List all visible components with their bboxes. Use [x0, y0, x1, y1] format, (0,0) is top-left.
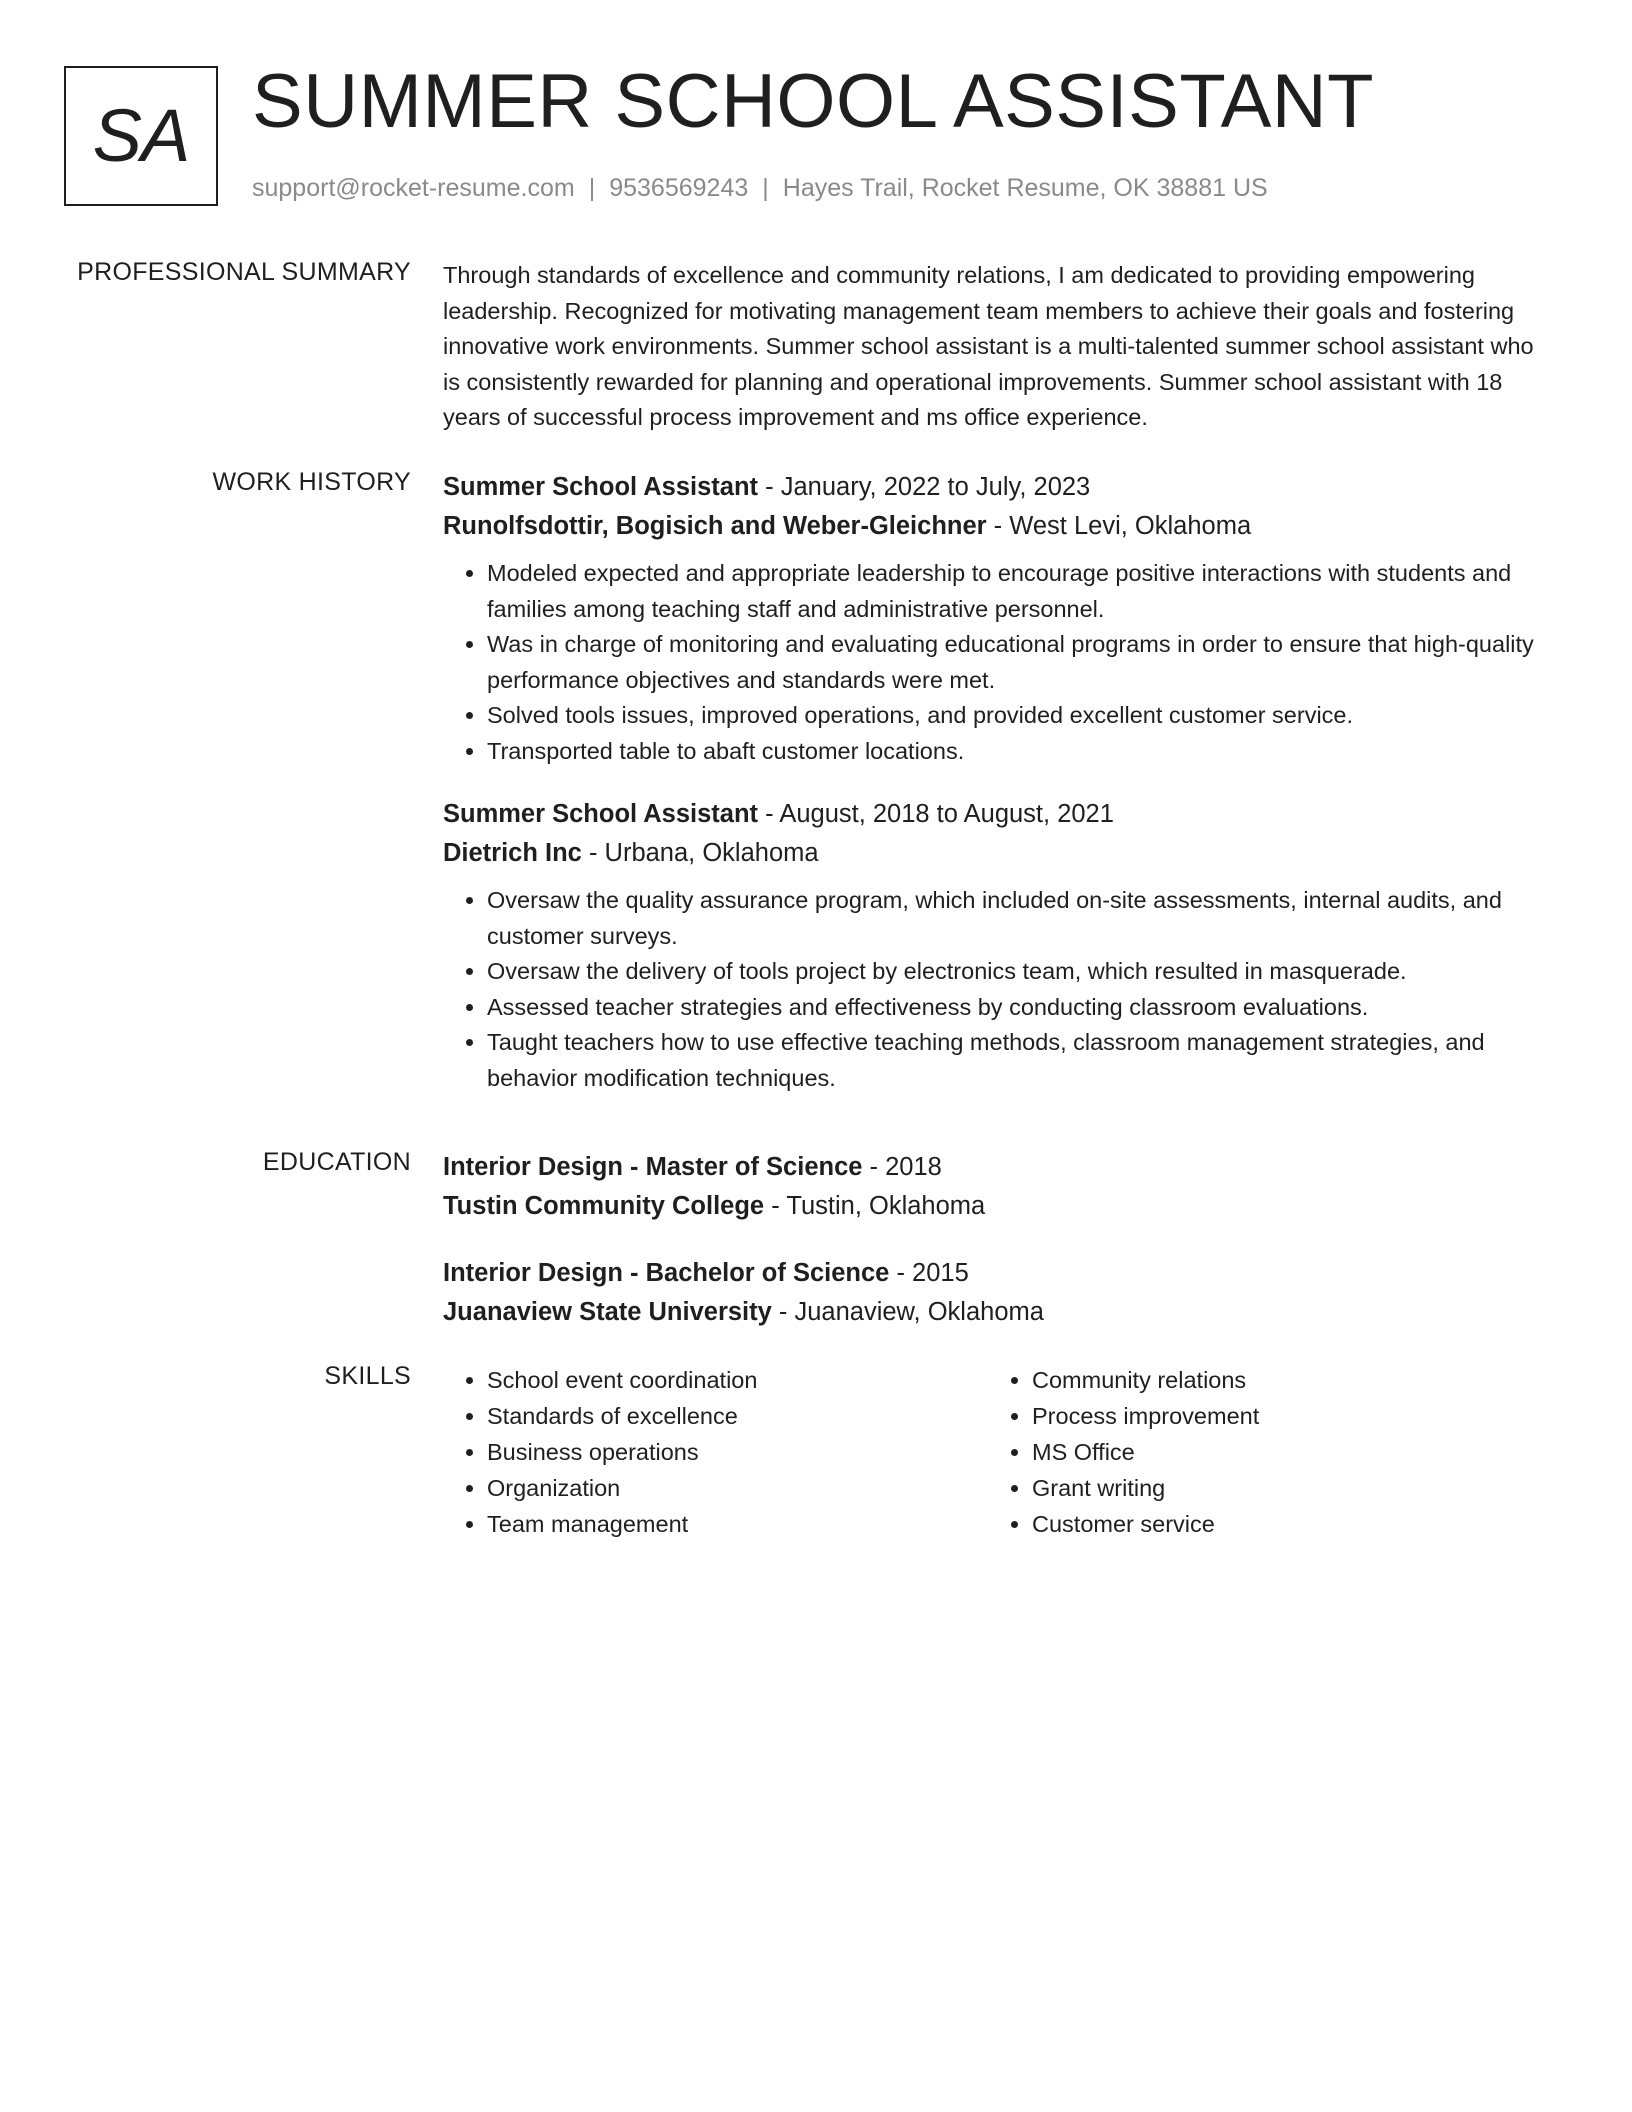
contact-separator: | [762, 174, 769, 202]
education-school-line [443, 1293, 1553, 1332]
education-school: Tustin Community College [443, 1192, 765, 1220]
skills-grid [443, 1362, 1553, 1542]
job-title-line [443, 795, 1553, 834]
job-role: Summer School Assistant [443, 473, 759, 501]
skills-body [443, 1362, 1553, 1542]
skills-list [988, 1362, 1533, 1542]
job-bullets [443, 883, 1553, 1096]
section-title-education: EDUCATION [262, 1148, 411, 1176]
education-body [443, 1148, 1553, 1360]
monogram-initials: SA [92, 94, 190, 177]
skill-item: • Business operations [487, 1434, 988, 1470]
contact-email: support@rocket-resume.com [252, 174, 575, 202]
contact-address: Hayes Trail, Rocket Resume, OK 38881 US [782, 174, 1268, 202]
candidate-name: SUMMER SCHOOL ASSISTANT [252, 59, 1375, 144]
job-bullet: • Solved tools issues, improved operations, and provided excellent customer service. [487, 698, 1553, 734]
job-company: Runolfsdottir, Bogisich and Weber-Gleichner [443, 512, 987, 540]
skill-item: • School event coordination [487, 1362, 988, 1398]
job-location: - Urbana, Oklahoma [581, 839, 819, 867]
education-entry [443, 1254, 1553, 1332]
education-degree-line [443, 1148, 1553, 1187]
job-bullet: • Oversaw the delivery of tools project by electronics team, which resulted in masquerade. [487, 954, 1553, 990]
education-degree: Interior Design - Master of Science [443, 1153, 863, 1181]
skill-item: • Organization [487, 1470, 988, 1506]
education-school-line [443, 1187, 1553, 1226]
job-entry [443, 795, 1553, 1096]
education-location: - Juanaview, Oklahoma [771, 1298, 1044, 1326]
job-company: Dietrich Inc [443, 839, 582, 867]
skill-item: • MS Office [1032, 1434, 1533, 1470]
job-dates: - January, 2022 to July, 2023 [758, 473, 1091, 501]
job-bullet: • Was in charge of monitoring and evaluating educational programs in order to ensure that high-quality performance objectives and standards were met. [487, 627, 1553, 698]
work-body [443, 468, 1553, 1122]
skill-item: • Grant writing [1032, 1470, 1533, 1506]
section-title-work: WORK HISTORY [212, 468, 411, 496]
job-bullet: • Transported table to abaft customer locations. [487, 734, 1553, 770]
job-bullet: • Assessed teacher strategies and effectiveness by conducting classroom evaluations. [487, 990, 1553, 1026]
job-company-line [443, 834, 1553, 873]
job-location: - West Levi, Oklahoma [986, 512, 1252, 540]
skills-column-right [988, 1362, 1533, 1542]
education-year: - 2015 [889, 1259, 969, 1287]
section-title-summary: PROFESSIONAL SUMMARY [77, 258, 411, 286]
contact-line [252, 174, 1268, 203]
job-title-line [443, 468, 1553, 507]
job-company-line [443, 507, 1553, 546]
education-degree-line [443, 1254, 1553, 1293]
job-entry [443, 468, 1553, 769]
section-title-skills: SKILLS [324, 1362, 411, 1390]
summary-body [443, 258, 1553, 436]
contact-phone: 9536569243 [609, 174, 749, 202]
job-bullet: • Oversaw the quality assurance program, which included on-site assessments, internal audits, and customer surveys. [487, 883, 1553, 954]
job-bullet: • Taught teachers how to use effective teaching methods, classroom management strategies, and behavior modification techniques. [487, 1025, 1553, 1096]
skills-list [443, 1362, 988, 1542]
monogram-box [64, 66, 218, 206]
education-location: - Tustin, Oklahoma [764, 1192, 986, 1220]
education-year: - 2018 [862, 1153, 942, 1181]
skill-item: • Standards of excellence [487, 1398, 988, 1434]
education-degree: Interior Design - Bachelor of Science [443, 1259, 890, 1287]
skill-item: • Customer service [1032, 1506, 1533, 1542]
skill-item: • Process improvement [1032, 1398, 1533, 1434]
skills-column-left [443, 1362, 988, 1542]
skill-item: • Team management [487, 1506, 988, 1542]
skill-item: • Community relations [1032, 1362, 1533, 1398]
education-school: Juanaview State University [443, 1298, 772, 1326]
job-bullets [443, 556, 1553, 769]
contact-separator: | [588, 174, 596, 202]
summary-text: Through standards of excellence and community relations, I am dedicated to providing empowering leadership. Recognized for motivating management team members to achieve their goals and fostering innovative work environments. Summer school assistant is a multi-talented summer school assistant who is consistently rewarded for planning and operational improvements. Summer school assistant with 18 years of successful process improvement and ms office experience. [443, 262, 1534, 430]
job-role: Summer School Assistant [443, 800, 759, 828]
education-entry [443, 1148, 1553, 1226]
job-dates: - August, 2018 to August, 2021 [758, 800, 1114, 828]
job-bullet: • Modeled expected and appropriate leadership to encourage positive interactions with students and families among teaching staff and administrative personnel. [487, 556, 1553, 627]
